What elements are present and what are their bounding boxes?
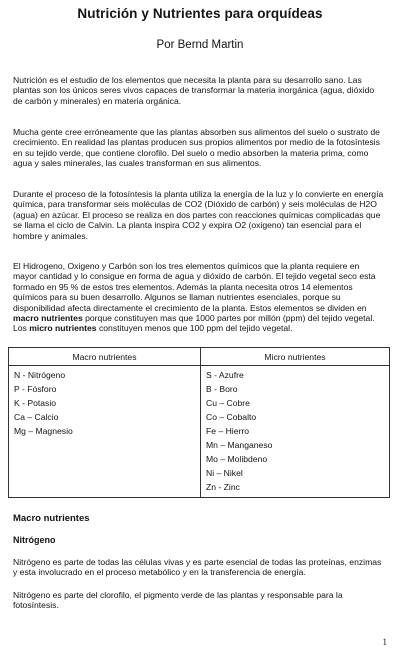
macro-column-header: Macro nutrientes [9,348,201,366]
micro-nutrient-list [201,366,390,498]
macro-nutrient-item: N - Nitrógeno [14,370,66,380]
micro-nutrient-item: S - Azufre [206,370,244,380]
macro-nutrient-item: Mg – Magnesio [14,426,73,436]
macro-nutrient-item: K - Potasio [14,398,57,408]
micro-nutrientes-term: micro nutrientes [29,323,97,334]
micro-nutrient-item: Zn - Zinc [206,482,240,492]
page-number: 1 [382,637,387,647]
document-author: Por Bernd Martin [156,39,244,51]
paragraph-elements-text-1: El Hidrogeno, Oxigeno y Carbón son los tres elementos químicos que la planta requiere en mayor cantidad y lo consigue en forma de agua y dióxido de carbón. El tejido vegetal seco esta formado en 95 % de estos tres elementos. Además la planta necesita otros 14 elementos químicos para su buen desarrollo. Algunos se llaman nutrientes esenciales, porque su disponibilidad afecta directamente el crecimiento de la planta. Estos elementos se dividen en [13,261,376,313]
micro-nutrient-item: Cu – Cobre [206,398,250,408]
paragraph-nitrogen-cells: Nitrógeno es parte de todas las células vivas y es parte esencial de todas las proteínas, enzimas y esta involucrado en el proceso metabólico y en la transferencia de energía. [13,557,382,578]
paragraph-photosynthesis: Durante el proceso de la fotosíntesis la planta utiliza la energía de la luz y lo convierte en energía química, para transformar seis moléculas de CO2 (Dióxido de carbón) y seis moléculas de H2O (agua) en azúcar. El proceso se realiza en dos partes con reacciones químicas complicadas que se llama el ciclo de Calvin. La planta inspira CO2 y expira O2 (oxigeno) tan esencial para el hombre y animales. [13,189,384,241]
paragraph-elements-text-3: constituyen menos que 100 ppm del tejido vegetal. [96,323,293,334]
micro-nutrient-item: Fe – Hierro [206,426,249,436]
nutrients-table [8,347,390,498]
micro-column-header: Micro nutrientes [201,348,390,366]
subsection-heading-nitrogen: Nitrógeno [13,535,56,545]
paragraph-elements [13,261,385,334]
micro-nutrient-item: B - Boro [206,384,238,394]
micro-nutrient-item: Ni – Nikel [206,468,243,478]
document-title: Nutrición y Nutrientes para orquídeas [77,6,323,21]
paragraph-nitrogen-chlorophyll: Nitrógeno es parte del clorofilo, el pigmento verde de las plantas y responsable para la fotosíntesis. [13,590,343,611]
micro-nutrient-item: Co – Cobalto [206,412,257,422]
paragraph-intro: Nutrición es el estudio de los elementos que necesita la planta para su desarrollo sano. Las plantas son los únicos seres vivos capaces de transformar la materia inorgánica (agua, dióxido de carbón y minerales) en materia orgánica. [13,75,375,106]
macro-nutrient-list [9,366,201,498]
paragraph-misconception: Mucha gente cree erróneamente que las plantas absorben sus alimentos del suelo o sustrato de crecimiento. En realidad las plantas producen sus propios alimentos por medio de la fotosíntesis en su tejido verde, que contiene clorofilo. Del suelo o medio absorben la materia prima, como agua y sales minerales, las cuales transforman en sus alimentos. [13,127,380,169]
macro-nutrientes-term: macro nutrientes [13,313,83,324]
micro-nutrient-item: Mo – Molibdeno [206,454,268,464]
paragraph-elements-text-2: porque constituyen mas que 1000 partes por millón (ppm) del tejido vegetal. Los [13,313,375,334]
macro-nutrient-item: Ca – Calcio [14,412,59,422]
section-heading-macro: Macro nutrientes [13,513,90,524]
micro-nutrient-item: Mn – Manganeso [206,440,273,450]
macro-nutrient-item: P - Fósforo [14,384,57,394]
